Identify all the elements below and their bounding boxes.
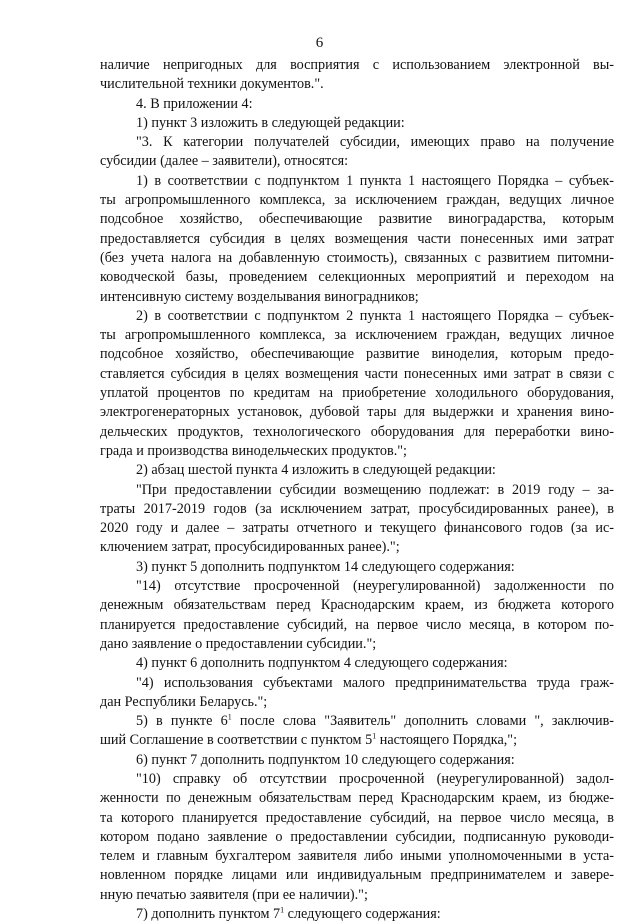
- text-line: 4) пункт 6 дополнить подпунктом 4 следующего содержания:: [136, 655, 508, 672]
- text-line: траты 2017-2019 годов (за исключением затрат, просубсидированных ранее), в: [100, 500, 614, 517]
- superscript: 1: [227, 712, 232, 722]
- text-line: числительной техники документов.".: [100, 76, 324, 93]
- text-line: наличие непригодных для восприятия с использованием электронной вы-: [100, 57, 614, 73]
- text-line: 6) пункт 7 дополнить подпунктом 10 следующего содержания:: [136, 751, 515, 768]
- text-fragment: настоящего Порядка,";: [376, 732, 518, 749]
- text-line: нную печатью заявителя (при ее наличии).";: [100, 886, 368, 903]
- text-line: подсобное хозяйство, обеспечивающие развитие виноградарства, которым: [100, 211, 614, 228]
- text-line: града и производства винодельческих продуктов.";: [100, 442, 407, 459]
- text-line: 2020 году и далее – затраты отчетного и текущего финансового годов (за ис-: [100, 520, 614, 537]
- text-line: 2) абзац шестой пункта 4 изложить в следующей редакции:: [136, 462, 496, 479]
- text-fragment: ший Соглашение в соответствии с пунктом 5: [100, 732, 373, 749]
- text-line: 1) в соответствии с подпунктом 1 пункта 1 настоящего Порядка – субъек-: [136, 172, 614, 189]
- text-line: предоставляется субсидия в целях возмещения части понесенных ими затрат: [100, 230, 614, 247]
- text-line: электрогенераторных установок, дубовой тары для выдержки и хранения вино-: [100, 404, 614, 421]
- text-fragment: 7) дополнить пунктом 7: [136, 906, 281, 923]
- text-line: котором подано заявление о предоставлении субсидии, подписанную руководи-: [100, 828, 614, 845]
- text-fragment: после слова "Заявитель" дополнить словами ", заключив-: [231, 713, 614, 730]
- text-line: [100, 731, 614, 750]
- text-line: "4) использования субъектами малого предпринимательства труда граж-: [136, 674, 614, 691]
- text-line: интенсивную систему возделывания виноградников;: [100, 288, 419, 305]
- text-fragment: следующего содержания:: [284, 906, 441, 923]
- superscript: 1: [372, 731, 377, 741]
- text-line: субсидии (далее – заявители), относятся:: [100, 153, 349, 170]
- text-line: "3. К категории получателей субсидии, имеющих право на получение: [136, 134, 614, 151]
- text-line: "14) отсутствие просроченной (неурегулированной) задолженности по: [136, 578, 614, 595]
- text-line: подсобное хозяйство, обеспечивающие развитие виноделия, которым предо-: [100, 346, 614, 363]
- superscript: 1: [280, 905, 285, 915]
- text-line: [100, 712, 614, 731]
- text-line: телем и главным бухгалтером заявителя либо иными уполномоченными в уста-: [100, 848, 614, 865]
- text-line: дано заявление о предоставлении субсидии.";: [100, 635, 377, 652]
- text-line: ководческой базы, проведением селекционных мероприятий и переходом на: [100, 269, 614, 286]
- text-line: женности по денежным обязательствам перед Краснодарским краем, из бюдже-: [100, 790, 614, 807]
- text-fragment: 5) в пункте 6: [136, 713, 228, 730]
- page-number: 6: [315, 35, 324, 51]
- text-line: новленном порядке лицами или индивидуальным предпринимателем и завере-: [100, 867, 614, 884]
- text-line: [100, 905, 614, 924]
- text-line: 3) пункт 5 дополнить подпунктом 14 следующего содержания:: [136, 558, 515, 575]
- text-line: 2) в соответствии с подпунктом 2 пункта 1 настоящего Порядка – субъек-: [136, 307, 614, 324]
- text-line: ключением затрат, просубсидированных ранее).";: [100, 539, 400, 556]
- document-body: [100, 56, 614, 924]
- text-line: "При предоставлении субсидии возмещению подлежат: в 2019 году – за-: [136, 481, 614, 498]
- text-line: та которого планируется предоставление субсидий, на первое число месяца, в: [100, 809, 614, 826]
- text-line: ты агропромышленного комплекса, за исключением граждан, ведущих личное: [100, 327, 614, 344]
- text-line: планируется предоставление субсидий, на первое число месяца, в котором по-: [100, 616, 614, 633]
- text-line: ты агропромышленного комплекса, за исключением граждан, ведущих личное: [100, 192, 614, 209]
- text-line: 4. В приложении 4:: [136, 95, 253, 112]
- text-line: ставляется субсидия в целях возмещения части понесенных ими затрат в связи с: [100, 365, 614, 382]
- text-line: "10) справку об отсутствии просроченной (неурегулированной) задол-: [136, 770, 614, 787]
- text-line: денежным обязательствам перед Краснодарским краем, из бюджета которого: [100, 597, 614, 614]
- text-line: (без учета налога на добавленную стоимость), связанных с развитием питомни-: [100, 249, 614, 266]
- text-line: дельческих продуктов, технологического оборудования для переработки вино-: [100, 423, 614, 440]
- text-line: уплатой процентов по кредитам на приобретение холодильного оборудования,: [100, 385, 614, 402]
- text-line: 1) пункт 3 изложить в следующей редакции:: [136, 114, 405, 131]
- text-line: дан Республики Беларусь.";: [100, 693, 268, 710]
